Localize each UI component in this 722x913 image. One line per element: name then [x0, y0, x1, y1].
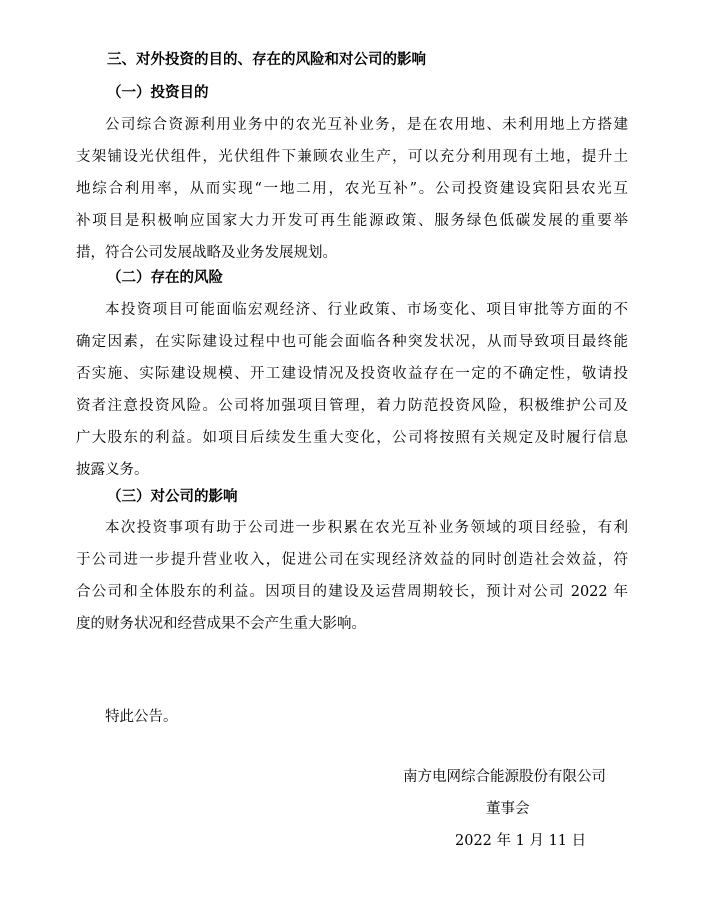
purpose-line: 措，符合公司发展战略及业务发展规划。: [76, 245, 337, 261]
risk-line: 否实施、实际建设规模、开工建设情况及投资收益存在一定的不确定性，敬请投: [76, 366, 628, 382]
risk-line: 披露义务。: [76, 462, 149, 478]
risk-line: 广大股东的利益。如项目后续发生重大变化，公司将按照有关规定及时履行信息: [76, 430, 628, 446]
impact-line: 合公司和全体股东的利益。因项目的建设及运营周期较长，预计对公司 2022 年: [76, 584, 628, 600]
impact-line: 度的财务状况和经营成果不会产生重大影响。: [76, 616, 366, 632]
section-title: 三、对外投资的目的、存在的风险和对公司的影响: [107, 52, 426, 68]
risk-line: 确定因素，在实际建设过程中也可能会面临各种突发状况，从而导致项目最终能: [76, 334, 628, 350]
purpose-line: 补项目是积极响应国家大力开发可再生能源政策、服务绿色低碳发展的重要举: [76, 213, 628, 229]
subheading-impact: （三）对公司的影响: [107, 489, 238, 505]
board-name: 董事会: [486, 801, 530, 817]
subheading-risk: （二）存在的风险: [107, 270, 223, 286]
purpose-line: 公司综合资源利用业务中的农光互补业务，是在农用地、未利用地上方搭建: [105, 117, 628, 133]
impact-line: 本次投资事项有助于公司进一步积累在农光互补业务领域的项目经验，有利: [105, 520, 628, 536]
company-name: 南方电网综合能源股份有限公司: [403, 769, 606, 785]
purpose-line: 支架铺设光伏组件，光伏组件下兼顾农业生产，可以充分利用现有土地，提升土: [76, 149, 628, 165]
impact-line: 于公司进一步提升营业收入，促进公司在实现经济效益的同时创造社会效益，符: [76, 552, 628, 568]
risk-line: 本投资项目可能面临宏观经济、行业政策、市场变化、项目审批等方面的不: [105, 302, 628, 318]
closing-notice: 特此公告。: [105, 709, 178, 725]
subheading-purpose: （一）投资目的: [107, 85, 209, 101]
purpose-line: 地综合利用率，从而实现“一地二用，农光互补”。公司投资建设宾阳县农光互: [76, 181, 628, 197]
announcement-date: 2022 年 1 月 11 日: [455, 833, 587, 849]
risk-line: 资者注意投资风险。公司将加强项目管理，着力防范投资风险，积极维护公司及: [76, 398, 628, 414]
